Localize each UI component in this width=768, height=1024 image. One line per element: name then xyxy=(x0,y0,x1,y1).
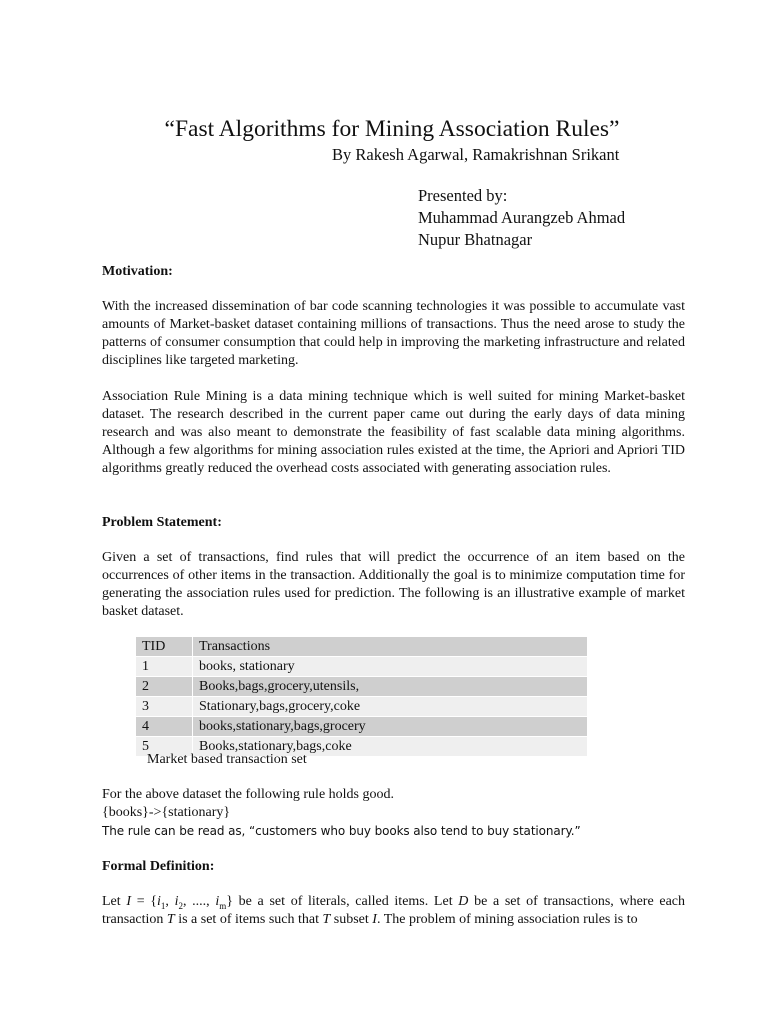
table-cell-tid: 2 xyxy=(136,677,193,697)
formal-definition-paragraph xyxy=(102,893,685,929)
rule-intro-line: For the above dataset the following rule holds good. xyxy=(102,787,394,802)
table-cell-transactions: books,stationary,bags,grocery xyxy=(193,717,588,737)
problem-statement-heading: Problem Statement: xyxy=(102,515,222,530)
math-symbol: T xyxy=(322,912,331,927)
table-header-row xyxy=(136,637,587,657)
text-run: . The problem of mining association rules is to xyxy=(376,912,638,927)
math-symbol: i xyxy=(157,894,161,909)
transaction-table xyxy=(136,636,587,757)
presenter-name: Nupur Bhatnagar xyxy=(418,230,533,249)
paper-title: “Fast Algorithms for Mining Association Rules” xyxy=(164,116,620,142)
table-cell-tid: 4 xyxy=(136,717,193,737)
table-row xyxy=(136,697,587,717)
rule-reading-line: The rule can be read as, “customers who buy books also tend to buy stationary.” xyxy=(102,824,581,838)
table-cell-transactions: Books,stationary,bags,coke xyxy=(193,737,588,757)
paper-authors: By Rakesh Agarwal, Ramakrishnan Srikant xyxy=(332,145,620,164)
text-run: = { xyxy=(131,894,157,909)
text-run: , xyxy=(165,894,175,909)
table-row xyxy=(136,657,587,677)
text-run: , ...., xyxy=(182,894,216,909)
table-cell-tid: 1 xyxy=(136,657,193,677)
motivation-paragraph-1: With the increased dissemination of bar code scanning technologies it was possible to accumulate vast amounts of Market-basket dataset containing millions of transactions. Thus the need arose to study the patterns of consumer consumption that could help in improving the marketing infrastructure and related disciplines like targeted marketing. xyxy=(102,299,685,368)
table-header-cell: Transactions xyxy=(193,637,588,657)
rule-block xyxy=(102,786,581,840)
table-cell-transactions: Books,bags,grocery,utensils, xyxy=(193,677,588,697)
presented-by-label: Presented by: xyxy=(418,186,508,205)
math-symbol: D xyxy=(458,894,469,909)
presenter-name: Muhammad Aurangzeb Ahmad xyxy=(418,208,626,227)
text-run: Let xyxy=(102,894,127,909)
table-row xyxy=(136,677,587,697)
text-run: subset xyxy=(330,912,373,927)
table-header-cell: TID xyxy=(136,637,193,657)
text-run: is a set of items such that xyxy=(174,912,323,927)
math-symbol: i xyxy=(174,894,179,909)
text-run: } xyxy=(226,894,233,909)
math-symbol: i xyxy=(215,894,220,909)
table-cell-transactions: books, stationary xyxy=(193,657,588,677)
text-run: be a set of transactions, where each transaction xyxy=(102,894,686,927)
presenters-block xyxy=(418,185,625,251)
table-cell-transactions: Stationary,bags,grocery,coke xyxy=(193,697,588,717)
math-subscript: 2 xyxy=(178,900,183,911)
math-subscript: m xyxy=(219,900,227,911)
text-run: be a set of literals, called items. Let xyxy=(232,894,459,909)
math-symbol: I xyxy=(372,912,377,927)
motivation-heading: Motivation: xyxy=(102,264,173,279)
problem-statement-paragraph: Given a set of transactions, find rules that will predict the occurrence of an item based on the occurrences of other items in the transaction. Additionally the goal is to minimize computation time for generating the association rules used for prediction. The following is an illustrative example of market basket dataset. xyxy=(102,550,685,619)
math-symbol: T xyxy=(166,912,175,927)
motivation-paragraph-2: Association Rule Mining is a data mining technique which is well suited for mining Market-basket dataset. The research described in the current paper came out during the early days of data mining research and was also meant to demonstrate the feasibility of fast scalable data mining algorithms. Although a few algorithms for mining association rules existed at the time, the Apriori and Apriori TID algorithms greatly reduced the overhead costs associated with generating association rules. xyxy=(102,389,685,476)
table-row xyxy=(136,717,587,737)
rule-expression: {books}->{stationary} xyxy=(102,805,231,820)
table-caption: Market based transaction set xyxy=(147,752,307,767)
table-cell-tid: 5 xyxy=(136,737,193,757)
formal-definition-heading: Formal Definition: xyxy=(102,859,215,874)
table-cell-tid: 3 xyxy=(136,697,193,717)
math-symbol: I xyxy=(126,894,132,909)
math-subscript: 1 xyxy=(160,900,166,911)
